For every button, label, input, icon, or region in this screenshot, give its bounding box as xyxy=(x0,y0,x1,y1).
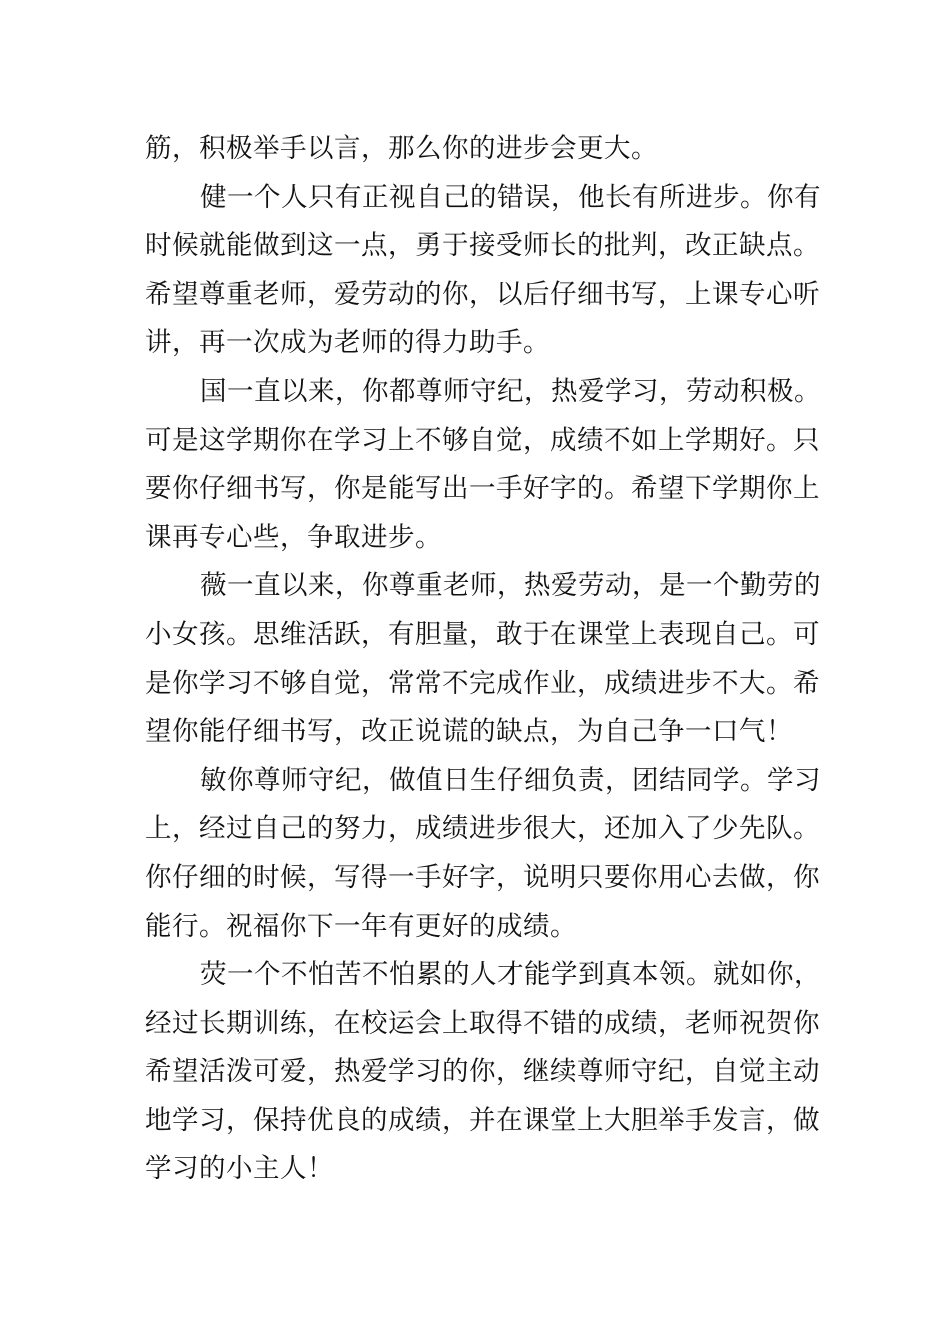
text-line: 小女孩。思维活跃，有胆量，敢于在课堂上表现自己。可 xyxy=(145,618,820,650)
text-line: 经过长期训练，在校运会上取得不错的成绩，老师祝贺你 xyxy=(145,1007,820,1039)
text-line: 课再专心些，争取进步。 xyxy=(145,521,442,553)
paragraph-start-line: 国一直以来，你都尊师守纪，热爱学习，劳动积极。 xyxy=(200,375,821,407)
text-line: 能行。祝福你下一年有更好的成绩。 xyxy=(145,910,577,942)
text-line: 是你学习不够自觉，常常不完成作业，成绩进步不大。希 xyxy=(145,667,820,699)
text-line: 地学习，保持优良的成绩，并在课堂上大胆举手发言，做 xyxy=(145,1104,820,1136)
text-line: 时候就能做到这一点，勇于接受师长的批判，改正缺点。 xyxy=(145,230,820,262)
text-line: 要你仔细书写，你是能写出一手好字的。希望下学期你上 xyxy=(145,473,820,505)
text-line: 学习的小主人！ xyxy=(145,1153,334,1185)
text-line: 可是这学期你在学习上不够自觉，成绩不如上学期好。只 xyxy=(145,424,820,456)
text-line: 希望活泼可爱，热爱学习的你，继续尊师守纪，自觉主动 xyxy=(145,1056,820,1088)
text-line: 上，经过自己的努力，成绩进步很大，还加入了少先队。 xyxy=(145,813,820,845)
text-line: 讲，再一次成为老师的得力助手。 xyxy=(145,327,550,359)
text-line: 你仔细的时候，写得一手好字，说明只要你用心去做，你 xyxy=(145,861,820,893)
text-line: 望你能仔细书写，改正说谎的缺点，为自己争一口气！ xyxy=(145,716,793,748)
paragraph-start-line: 健一个人只有正视自己的错误，他长有所进步。你有 xyxy=(200,181,821,213)
paragraph-start-line: 薇一直以来，你尊重老师，热爱劳动，是一个勤劳的 xyxy=(200,570,821,602)
text-line: 希望尊重老师，爱劳动的你，以后仔细书写，上课专心听 xyxy=(145,278,820,310)
text-line: 筋，积极举手以言，那么你的进步会更大。 xyxy=(145,133,658,164)
paragraph-start-line: 敏你尊师守纪，做值日生仔细负责，团结同学。学习 xyxy=(200,764,821,796)
paragraph-start-line: 荧一个不怕苦不怕累的人才能学到真本领。就如你， xyxy=(200,959,821,991)
document-body xyxy=(145,125,821,1194)
